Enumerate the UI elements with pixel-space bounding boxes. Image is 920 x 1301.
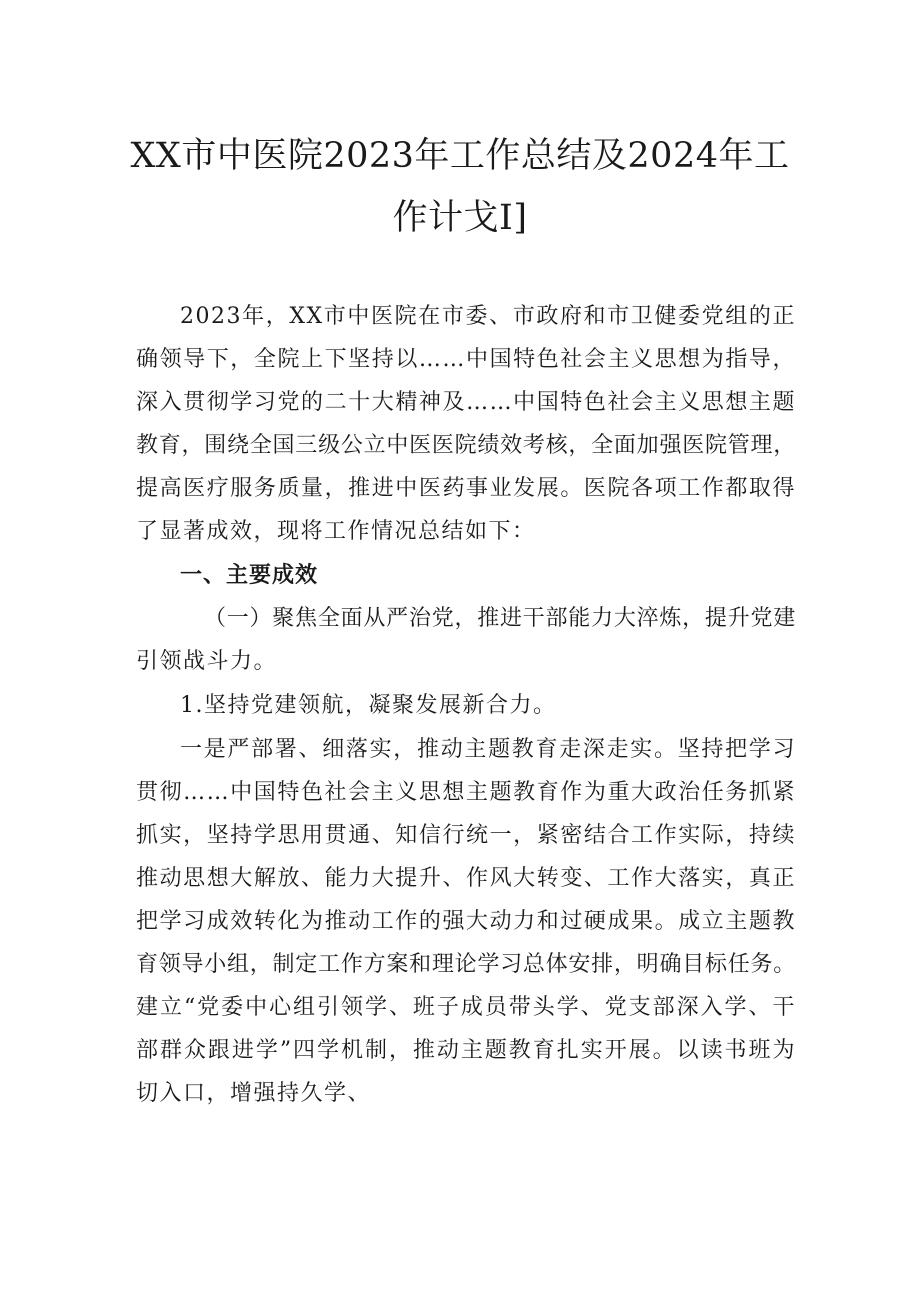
intro-line-5: 提高医疗服务质量，推进中医药事业发展。医院各项工作都取得 — [136, 476, 796, 501]
subsection-line-2: 引领战斗力。 — [136, 649, 278, 674]
item-heading-1: 1.坚持党建领航，凝聚发展新合力。 — [180, 693, 557, 718]
intro-line-6: 了显著成效，现将工作情况总结如下： — [136, 519, 536, 544]
intro-line-4: 教育，围绕全国三级公立中医医院绩效考核，全面加强医院管理， — [136, 433, 796, 458]
para-line-4: 推动思想大解放、能力大提升、作风大转变、工作大落实，真正 — [136, 866, 796, 891]
para-line-8: 部群众跟进学”四学机制，推动主题教育扎实开展。以读书班为 — [136, 1038, 796, 1063]
intro-line-2: 确领导下，全院上下坚持以……中国特色社会主义思想为指导， — [136, 347, 796, 372]
para-line-6: 育领导小组，制定工作方案和理论学习总体安排，明确目标任务。 — [136, 952, 796, 977]
intro-line-1: 2023年，XX市中医院在市委、市政府和市卫健委党组的正 — [180, 304, 796, 329]
document-title-line-2: 作计戈I] — [392, 198, 528, 238]
intro-line-3: 深入贯彻学习党的二十大精神及……中国特色社会主义思想主题 — [136, 390, 796, 415]
document-title-line-1: XX市中医院2023年工作总结及2024年工 — [130, 136, 790, 176]
para-line-5: 把学习成效转化为推动工作的强大动力和过硬成果。成立主题教 — [136, 909, 796, 934]
para-line-2: 贯彻……中国特色社会主义思想主题教育作为重大政治任务抓紧 — [136, 780, 796, 805]
section-heading-main-achievements: 一、主要成效 — [180, 563, 319, 588]
para-line-7: 建立“党委中心组引领学、班子成员带头学、党支部深入学、干 — [136, 995, 796, 1020]
para-line-3: 抓实，坚持学思用贯通、知信行统一，紧密结合工作实际，持续 — [136, 823, 796, 848]
para-line-1: 一是严部署、细落实，推动主题教育走深走实。坚持把学习 — [180, 737, 796, 762]
para-line-9: 切入口，增强持久学、 — [136, 1081, 372, 1106]
subsection-line-1: （一）聚焦全面从严治党，推进干部能力大淬炼，提升党建 — [204, 606, 796, 631]
